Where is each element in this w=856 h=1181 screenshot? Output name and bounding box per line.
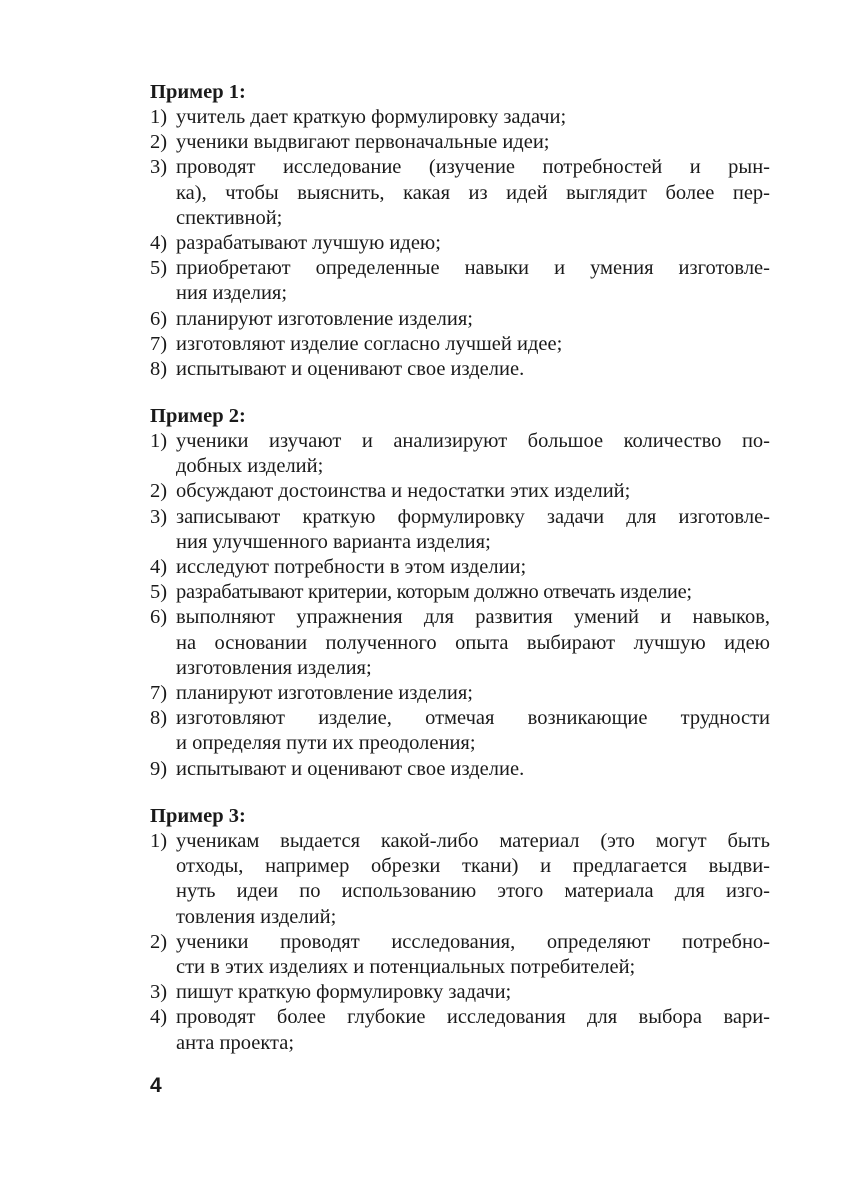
list-item: 8) изготовляют изделие, отмечая возникающие трудности и определяя пути их преодоления;	[150, 707, 770, 755]
list-item: 3) пишут краткую формулировку задачи;	[150, 981, 512, 1004]
list-item: 3) проводят исследование (изучение потребностей и рын- ка), чтобы выяснить, какая из идей выглядит более пер- спективной;	[150, 156, 770, 229]
example-2-section	[150, 404, 770, 782]
list-item: 4) проводят более глубокие исследования для выбора вари- анта проекта;	[150, 1006, 770, 1054]
example-1-heading: Пример 1:	[150, 81, 246, 103]
list-item: 2) обсуждают достоинства и недостатки этих изделий;	[150, 480, 631, 503]
list-item: 2) ученики проводят исследования, определяют потребно- сти в этих изделиях и потенциальных потребителей;	[150, 930, 770, 979]
example-2-list	[150, 429, 770, 782]
list-item: 5) разрабатывают критерии, которым должно отвечать изделие;	[150, 581, 692, 604]
list-item: 5) приобретают определенные навыки и умения изготовле- ния изделия;	[150, 257, 770, 305]
example-2-heading: Пример 2:	[150, 405, 246, 427]
list-item: 7) планируют изготовление изделия;	[150, 682, 473, 705]
example-3-section	[150, 804, 770, 1056]
list-item: 1) ученики изучают и анализируют большое количество по- добных изделий;	[150, 430, 770, 478]
example-1-section	[150, 80, 770, 382]
list-item: 2) ученики выдвигают первоначальные идеи;	[150, 131, 550, 154]
list-item: 9) испытывают и оценивают свое изделие.	[150, 757, 525, 780]
example-3-heading: Пример 3:	[150, 805, 246, 827]
list-item: 6) планируют изготовление изделия;	[150, 307, 473, 330]
list-item: 4) разрабатывают лучшую идею;	[150, 232, 441, 255]
example-3-list	[150, 829, 770, 1056]
page-number: 4	[150, 1074, 162, 1097]
list-item: 1) учитель дает краткую формулировку задачи;	[150, 106, 567, 128]
list-item: 1) ученикам выдается какой-либо материал (это могут быть отходы, например обрезки ткани) и предлагается выдви- нуть идеи по использованию этого материала для изго- товления изделий;	[150, 830, 770, 928]
list-item: 7) изготовляют изделие согласно лучшей идее;	[150, 332, 563, 355]
list-item: 3) записывают краткую формулировку задачи для изготовле- ния улучшенного варианта изделия;	[150, 505, 770, 553]
list-item: 4) исследуют потребности в этом изделии;	[150, 556, 527, 579]
list-item: 6) выполняют упражнения для развития умений и навыков, на основании полученного опыта выбирают лучшую идею изготовления изделия;	[150, 606, 770, 679]
example-1-list	[150, 105, 770, 382]
list-item: 8) испытывают и оценивают свое изделие.	[150, 358, 525, 381]
